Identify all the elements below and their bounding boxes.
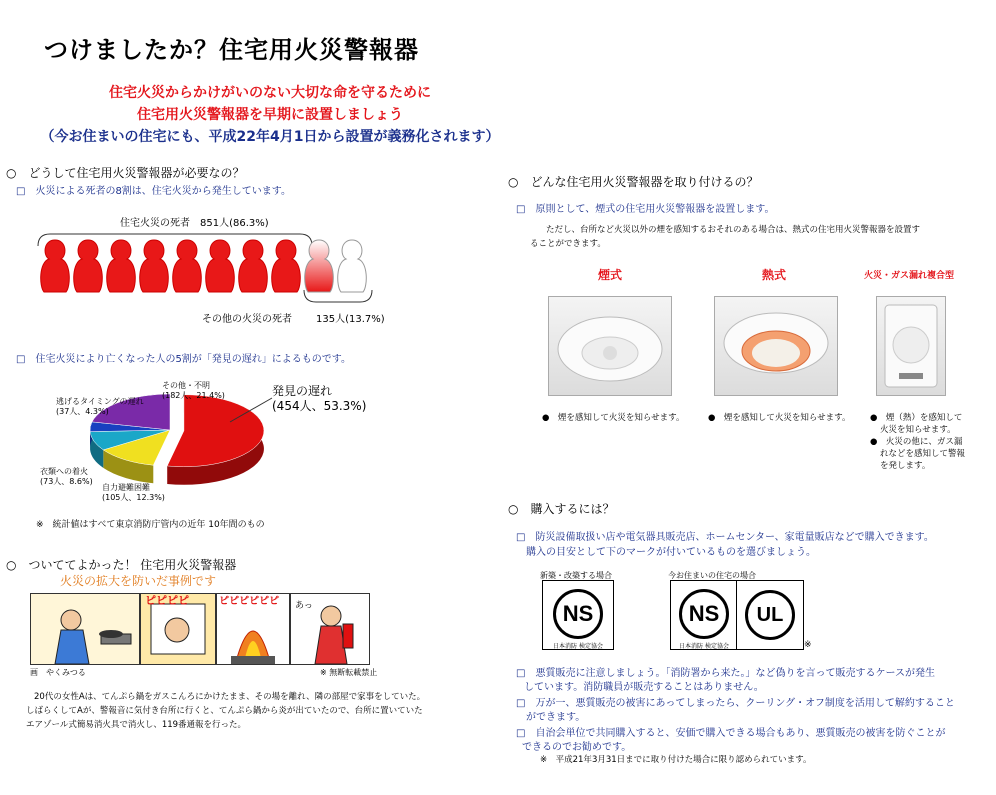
- combo-desc-5: を発します。: [880, 461, 931, 471]
- buy-heading: ○ 購入するには？: [508, 502, 615, 516]
- buy-point-2a: □ 悪質販売に注意しましょう。「消防署から来た。」など偽りを言って販売するケースが発生: [516, 668, 935, 679]
- ul-logo: UL: [745, 590, 795, 640]
- ns-caption: 日本消防 検定協会: [553, 643, 603, 650]
- buy-footnote: ※ 平成21年3月31日までに取り付けた場合に限り認められています。: [540, 755, 812, 765]
- why-heading: ○ どうして住宅用火災警報器が必要なの？: [6, 166, 245, 180]
- ul-mark: [736, 580, 804, 650]
- mark-label-new: 新築・改築する場合: [540, 571, 612, 580]
- which-note-2: ることができます。: [530, 239, 606, 249]
- comic-panel-1: [30, 593, 140, 665]
- buy-point-2b: しています。消防職員が販売することはありません。: [524, 682, 764, 693]
- type-smoke-label: 煙式: [598, 268, 623, 282]
- smoke-desc: ● 煙を感知して火災を知らせます。: [542, 413, 685, 423]
- buy-point-4b: できるのでお勧めです。: [522, 742, 632, 753]
- slice-label-clothes: 衣類への着火: [40, 467, 88, 476]
- slice-value-escape: (37人、4.3%): [56, 407, 109, 416]
- which-heading: ○ どんな住宅用火災警報器を取り付けるの？: [508, 175, 759, 189]
- person-icon: [173, 240, 202, 292]
- type-heat-label: 熱式: [762, 268, 787, 282]
- story-body-2: しばらくしてAが、警報音に気付き台所に行くと、てんぷら鍋から炎が出ていたので、台所に置いていた: [26, 706, 423, 716]
- ul-asterisk: ※: [804, 640, 812, 650]
- comic-credit: 画 やくみつる: [30, 668, 86, 677]
- slice-label-delay: 発見の遅れ: [272, 384, 333, 398]
- combo-desc-2: 火災を知らせます。: [880, 425, 956, 435]
- person-icon: [272, 240, 301, 292]
- comic-panel-4: [290, 593, 370, 665]
- house-fire-deaths-label: 住宅火災の死者 851人(86.3%): [120, 218, 269, 229]
- slice-label-evac: 自力避難困難: [102, 483, 150, 492]
- comic-panel-2: [140, 593, 216, 665]
- story-subheading: 火災の拡大を防いだ事例です: [60, 574, 217, 588]
- combo-desc-3: ● 火災の他に、ガス漏: [870, 437, 963, 447]
- subtitle-line-3: （今お住まいの住宅にも、平成22年4月1日から設置が義務化されます）: [40, 129, 500, 145]
- slice-label-escape: 逃げるタイミングの遅れ: [56, 397, 144, 406]
- slice-label-other: その他・不明: [162, 381, 210, 390]
- panel-sound-1: ピピピピ: [145, 594, 189, 607]
- mark-label-existing: 今お住まいの住宅の場合: [668, 571, 756, 580]
- panel-sound-2: ピピピピピピ: [219, 596, 279, 607]
- person-icons: [41, 240, 367, 292]
- why-point-2: □ 住宅火災により亡くなった人の5割が「発見の遅れ」によるものです。: [16, 354, 352, 365]
- page-title: つけましたか？住宅用火災警報器: [44, 36, 419, 64]
- which-note-1: ただし、台所など火災以外の煙を感知するおそれのある場合は、熱式の住宅用火災警報器を設置す: [546, 225, 921, 235]
- person-icon: [305, 240, 334, 292]
- subtitle-line-1: 住宅火災からかけがいのない大切な命を守るために: [109, 85, 431, 101]
- ns-logo: NS: [553, 589, 603, 639]
- person-icon: [41, 240, 70, 292]
- person-icon: [239, 240, 268, 292]
- story-heading: ○ ついててよかった！ 住宅用火災警報器: [6, 558, 237, 572]
- buy-point-3a: □ 万が一、悪質販売の被害にあってしまったら、クーリング・オフ制度を活用して解約すること: [516, 698, 955, 709]
- buy-point-1b: 購入の目安として下のマークが付いているものを選びましょう。: [526, 547, 816, 558]
- slice-value-other: (182人、21.4%): [162, 391, 225, 400]
- slice-value-clothes: (73人、8.6%): [40, 477, 93, 486]
- combo-desc-1: ● 煙（熱）を感知して: [870, 413, 963, 423]
- ns-logo: NS: [679, 589, 729, 639]
- person-icon: [338, 240, 367, 292]
- other-fire-deaths-value: 135人(13.7%): [316, 314, 385, 325]
- ns-caption: 日本消防 検定協会: [679, 643, 729, 650]
- which-point-1: □ 原則として、煙式の住宅用火災警報器を設置します。: [516, 204, 775, 215]
- slice-value-delay: (454人、53.3%): [272, 399, 367, 413]
- other-fire-deaths-label: その他の火災の死者: [202, 314, 292, 325]
- person-icon: [107, 240, 136, 292]
- subtitle-line-2: 住宅用火災警報器を早期に設置しましょう: [137, 107, 403, 123]
- story-body-3: エアゾール式簡易消火具で消火し、119番通報を行った。: [26, 720, 247, 730]
- heat-detector-photo: [714, 296, 838, 396]
- person-icon: [206, 240, 235, 292]
- buy-point-3b: ができます。: [526, 712, 586, 723]
- ns-mark-new: [542, 580, 614, 650]
- combo-desc-4: れなどを感知して警報: [880, 449, 966, 459]
- smoke-detector-photo: [548, 296, 672, 396]
- person-icon: [140, 240, 169, 292]
- slice-value-evac: (105人、12.3%): [102, 493, 165, 502]
- comic-panel-3: [216, 593, 290, 665]
- comic-copyright: ※ 無断転載禁止: [320, 668, 378, 677]
- panel-speech: あっ: [295, 601, 313, 611]
- type-combo-label: 火災・ガス漏れ複合型: [864, 271, 955, 281]
- pie-note: ※ 統計値はすべて東京消防庁管内の近年 10年間のもの: [36, 520, 265, 530]
- combo-detector-photo: [876, 296, 946, 396]
- ns-mark-existing: [670, 580, 738, 650]
- buy-point-1a: □ 防災設備取扱い店や電気器具販売店、ホームセンター、家電量販店などで購入できます。: [516, 532, 934, 543]
- story-body-1: 20代の女性Aは、てんぷら鍋をガスこんろにかけたまま、その場を離れ、隣の部屋で家事をしていた。: [34, 692, 426, 702]
- person-icon: [74, 240, 103, 292]
- heat-desc: ● 煙を感知して火災を知らせます。: [708, 413, 851, 423]
- why-point-1: □ 火災による死者の8割は、住宅火災から発生しています。: [16, 186, 292, 197]
- buy-point-4a: □ 自治会単位で共同購入すると、安価で購入できる場合もあり、悪質販売の被害を防ぐことが: [516, 728, 946, 739]
